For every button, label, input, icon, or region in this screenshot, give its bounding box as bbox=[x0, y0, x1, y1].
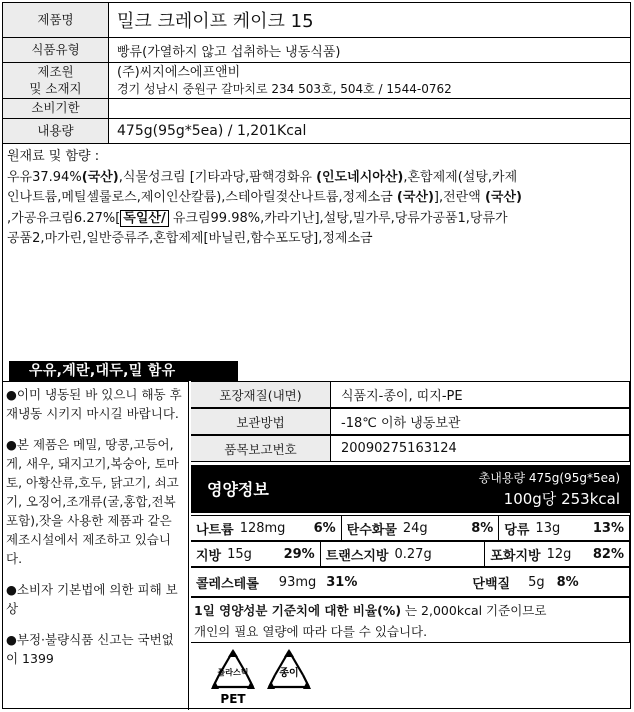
manufacturer bbox=[111, 63, 630, 98]
packaging-value: 식품지-종이, 띠지-PE bbox=[341, 389, 463, 404]
food-type-row bbox=[3, 38, 630, 63]
expiry-row bbox=[3, 99, 630, 119]
recycling-marks bbox=[191, 643, 630, 710]
svg-text:PET: PET bbox=[220, 692, 246, 706]
food-type: 빵류(가열하지 않고 섭취하는 냉동식품) bbox=[117, 44, 341, 60]
manufacturer-label: 제조원 및 소재지 bbox=[3, 63, 109, 98]
notice-refreeze: ●이미 냉동된 바 있으니 해동 후 재냉동 시키지 마시길 바랍니다. bbox=[6, 387, 182, 421]
nutrition-title: 영양정보 bbox=[207, 480, 269, 499]
ingredients-line-2: 인나트륨,메틸셀룰로스,제이인산칼륨),스테아릴젖산나트륨,정제소금 (국산)],전란액 (국산) bbox=[7, 190, 522, 205]
nutrition-row-1 bbox=[191, 515, 630, 541]
nutrition-row-3 bbox=[191, 567, 630, 597]
notice-report: ●부정·불량식품 신고는 국번없이 1399 bbox=[6, 632, 174, 666]
allergy-banner: 우유,계란,대두,밀 함유 bbox=[9, 361, 238, 381]
nutrition-row-2 bbox=[191, 541, 630, 567]
content-row bbox=[3, 119, 630, 144]
notice-consumer-law: ●소비자 기본법에 의한 피해 보상 bbox=[6, 582, 178, 616]
recycle-paper-icon bbox=[259, 647, 319, 697]
nutrition-note: 1일 영양성분 기준치에 대한 비율(%) 는 2,000kcal 기준이므로 개인의 필요 열량에 따라 다를 수 있습니다. bbox=[191, 597, 630, 643]
nutrition-header bbox=[191, 465, 630, 513]
packaging-row bbox=[191, 381, 630, 408]
packaging-label: 포장재질(내면) bbox=[191, 382, 331, 407]
report-row bbox=[191, 435, 630, 462]
product-name: 밀크 크레이프 케이크 15 bbox=[117, 11, 314, 32]
nutrient-protein: 단백질 5g 8% bbox=[472, 574, 579, 592]
report-value: 20090275163124 bbox=[341, 441, 457, 456]
nutrient-trans-fat: 트랜스지방 0.27g bbox=[320, 542, 485, 566]
ingredients-line-3: ,가공유크림6.27%[ 독일산/ 유크림99.98%,카라기난],설탕,밀가루,당류가공품1,당류가 bbox=[7, 210, 508, 226]
ingredients-block bbox=[3, 144, 630, 364]
nutrient-sodium: 나트륨 128mg 6% bbox=[196, 520, 336, 538]
content-label: 내용량 bbox=[3, 119, 109, 143]
nutrient-sugars: 당류 13g 13% bbox=[498, 516, 629, 540]
notice-allergen-facility: ●본 제품은 메밀, 땅콩,고등어, 게, 새우, 돼지고기,복숭아, 토마토, 아황산류,호두, 닭고기, 쇠고기, 오징어,조개류(굴,홍합,전복 포함),잣을 사용한 제품과 같은 제조시설에서 제조하고 있습니다. bbox=[6, 437, 179, 566]
food-label bbox=[2, 2, 631, 709]
product-name-label: 제품명 bbox=[3, 3, 109, 37]
storage-label: 보관방법 bbox=[191, 409, 331, 434]
nutrition-per-100g: 100g당 253kcal bbox=[503, 490, 620, 508]
expiry-label: 소비기한 bbox=[3, 99, 109, 118]
manufacturer-address: 경기 성남시 중원구 갈마치로 234 503호, 504호 / 1544-0762 bbox=[117, 81, 452, 96]
nutrient-saturated-fat: 포화지방 12g 82% bbox=[484, 542, 629, 566]
food-type-label: 식품유형 bbox=[3, 38, 109, 62]
storage-value: -18℃ 이하 냉동보관 bbox=[341, 416, 461, 431]
ingredients-heading: 원재료 및 함량 : bbox=[7, 149, 100, 164]
notices-column bbox=[3, 381, 189, 710]
svg-text:플라스틱: 플라스틱 bbox=[217, 668, 249, 677]
nutrition-total: 총내용량 475g(95g*5ea) bbox=[478, 471, 620, 485]
ingredients-line-4: 공품2,마가린,일반증류주,혼합제제[바닐린,함수포도당],정제소금 bbox=[7, 231, 373, 246]
nutrient-fat: 지방 15g 29% bbox=[196, 546, 315, 564]
manufacturer-name: (주)씨지에스에프앤비 bbox=[117, 64, 241, 80]
recycle-plastic-pet-icon bbox=[203, 647, 263, 709]
nutrient-carbohydrate: 탄수화물 24g 8% bbox=[341, 516, 499, 540]
ingredients-line-1: 우유37.94%(국산),식물성크림 [기타과당,팜핵경화유 (인도네시아산),혼합제제(설탕,카제 bbox=[7, 169, 518, 185]
storage-row bbox=[191, 408, 630, 435]
expiry-value bbox=[111, 99, 630, 118]
nutrient-cholesterol: 콜레스테롤 93mg 31% bbox=[196, 574, 358, 592]
product-name-row bbox=[3, 3, 630, 38]
svg-text:종이: 종이 bbox=[279, 668, 299, 679]
report-label: 품목보고번호 bbox=[191, 436, 331, 461]
content-value: 475g(95g*5ea) / 1,201Kcal bbox=[117, 123, 307, 139]
manufacturer-row bbox=[3, 63, 630, 99]
